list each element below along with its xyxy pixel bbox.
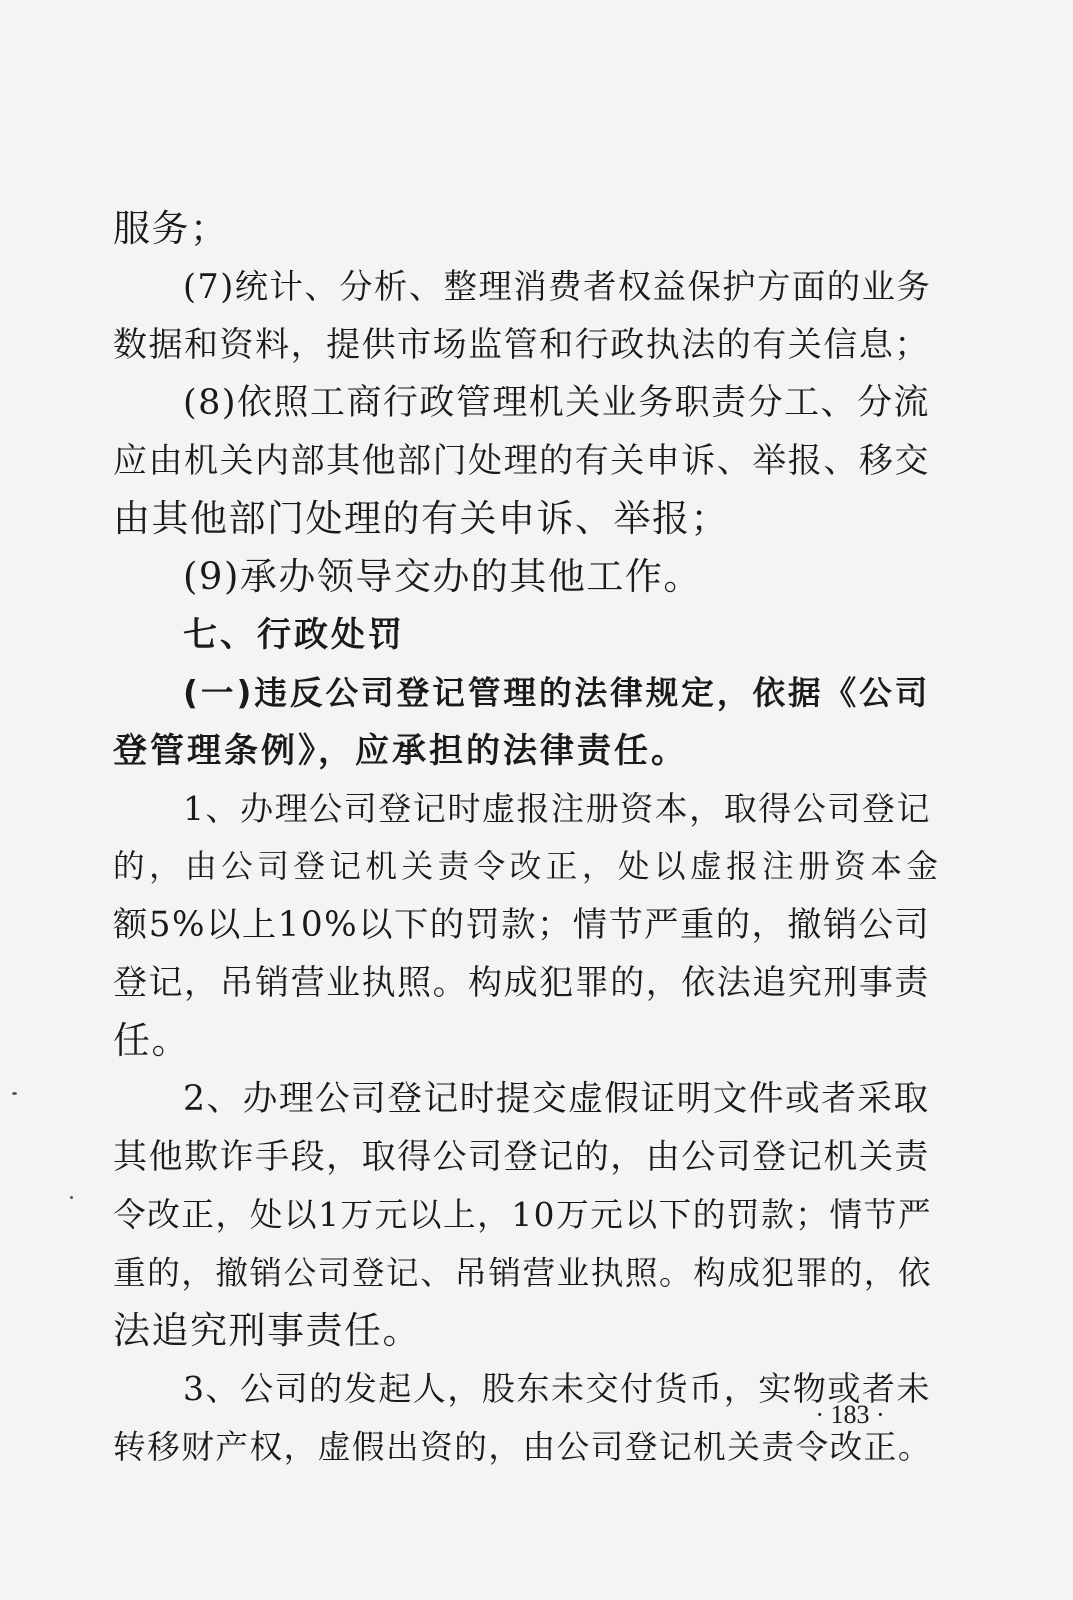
text-line: (8)依照工商行政管理机关业务职责分工、分流 [183,383,930,423]
subsection-heading: (一)违反公司登记管理的法律规定，依据《公司 [183,674,931,712]
body-text [113,200,943,1476]
text-line: 登记，吊销营业执照。构成犯罪的，依法追究刑事责 [113,963,930,1003]
text-line: (9)承办领导交办的其他工作。 [183,555,702,598]
text-line: 转移财产权，虚假出资的，由公司登记机关责令改正。 [113,1428,932,1466]
scan-speck [12,1092,17,1095]
text-line: (7)统计、分析、整理消费者权益保护方面的业务 [183,267,932,306]
scan-speck [70,1196,73,1199]
text-line: 3、公司的发起人，股东未交付货币，实物或者未 [183,1369,932,1408]
text-line: 令改正，处以1万元以上，10万元以下的罚款；情节严 [113,1196,933,1234]
subsection-heading: 登管理条例》，应承担的法律责任。 [113,731,688,771]
text-line: 法追究刑事责任。 [113,1309,421,1352]
text-line: 的，由公司登记机关责令改正，处以虚报注册资本金 [113,849,943,885]
page-number: · 183 · [815,1400,885,1429]
text-line: 任。 [113,1019,190,1062]
text-line: 数据和资料，提供市场监管和行政执法的有关信息； [113,325,930,365]
text-line: 重的，撤销公司登记、吊销营业执照。构成犯罪的，依 [113,1254,932,1292]
section-heading: 七、行政处罚 [183,615,405,655]
text-line: 应由机关内部其他部门处理的有关申诉、举报、移交 [113,441,930,481]
text-line: 1、办理公司登记时虚报注册资本，取得公司登记 [183,789,932,828]
text-line: 2、办理公司登记时提交虚假证明文件或者采取 [183,1079,930,1119]
text-line: 服务； [113,207,229,250]
text-line: 额5%以上10%以下的罚款；情节严重的，撤销公司 [113,905,931,945]
text-line: 其他欺诈手段，取得公司登记的，由公司登记机关责 [113,1137,930,1177]
text-line: 由其他部门处理的有关申诉、举报； [113,497,729,540]
